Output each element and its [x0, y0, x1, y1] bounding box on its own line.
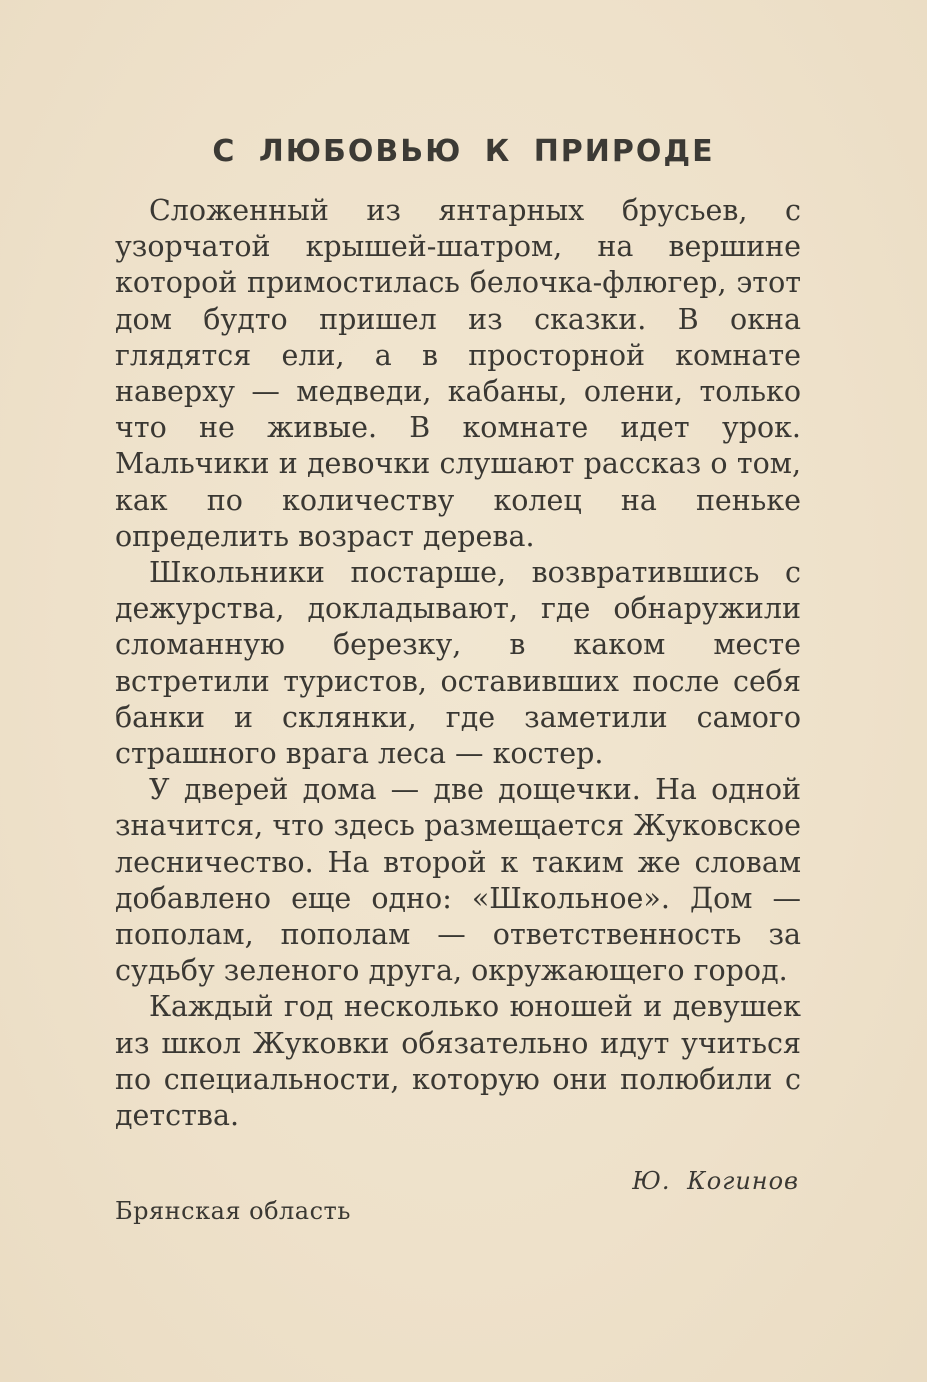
paragraph-1: Сложенный из янтарных брусьев, с узорчатой крышей-шатром, на вершине которой примостилась белочка-флюгер, этот дом будто пришел из сказки. В окна глядятся ели, а в просторной комнате наверху — медведи, кабаны, олени, только что не живые. В комнате идет урок. Мальчики и девочки слушают рассказ о том, как по количеству колец на пеньке определить возраст дерева.	[115, 194, 801, 553]
author-signature: Ю. Когинов	[632, 1167, 799, 1195]
article-body	[115, 193, 801, 1134]
paragraph-3: У дверей дома — две дощечки. На одной значится, что здесь размещается Жуковское лесничество. На второй к таким же словам добавлено еще одно: «Школьное». Дом — пополам, пополам — ответственность за судьбу зеленого друга, окружающего город.	[115, 773, 801, 988]
paragraph-4: Каждый год несколько юношей и девушек из школ Жуковки обязательно идут учиться по специальности, которую они полюбили с детства.	[115, 990, 801, 1133]
paragraph-2: Школьники постарше, возвратившись с дежурства, докладывают, где обнаружили сломанную березку, в каком месте встретили туристов, оставивших после себя банки и склянки, где заметили самого страшного врага леса — костер.	[115, 556, 801, 771]
region-label: Брянская область	[115, 1197, 351, 1225]
article-title: С ЛЮБОВЬЮ К ПРИРОДЕ	[212, 134, 715, 169]
